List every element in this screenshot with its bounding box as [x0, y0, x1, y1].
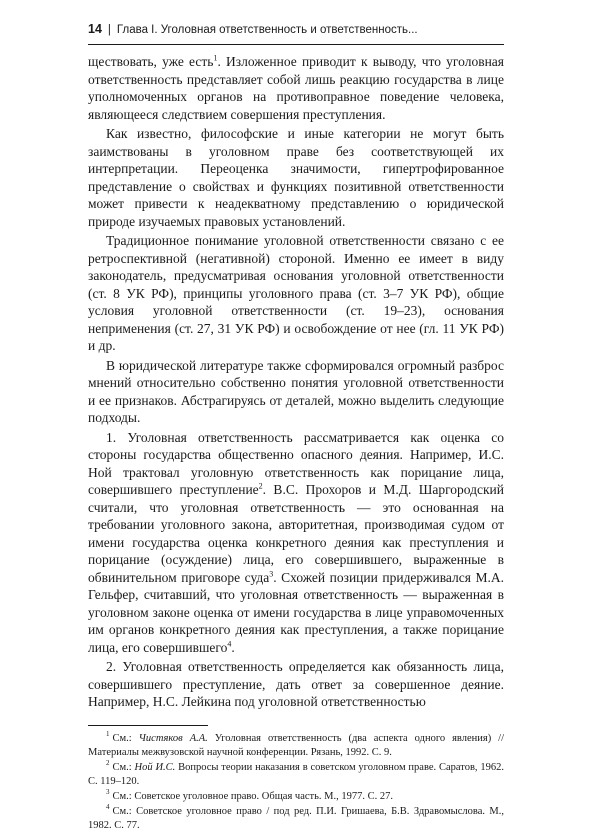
footnotes — [88, 732, 504, 833]
footnote: $^4$ См.: Советское уголовное право / под ред. П.И. Гришаева, Б.В. Здравомыслова. М., 1982. С. 77. — [88, 803, 504, 831]
footnote-ref[interactable]: 4 — [227, 639, 232, 648]
footnote-ref[interactable]: 2 — [258, 481, 263, 491]
paragraph: 1. Уголовная ответственность рассматривается как оценка со стороны государства общественно опасного деяния. Например, И.С. Ной трактовал уголовную ответственность как порицание лица, совершившего преступление$^2$. В.С. Прохоров и М.Д. Шаргородский считали, что уголовная ответственность — это основанная на требовании уголовного закона, авторитетная, производимая судом от имени государства оценка конкретного деяния как преступления и порицание (осуждение) лица, его совершившего, выраженные в обвинительном приговоре суда$^3$. Схожей позиции придерживался М.А. Гельфер, считавший, что уголовная ответственность — выраженная в уголовном законе оценка от имени государства в лице управомоченных им органов конкретного деяния как преступления, а также порицание лица, его совершившего$^4$. — [88, 429, 504, 655]
footnote-ref[interactable]: 3 — [269, 569, 274, 578]
paragraph: Традиционное понимание уголовной ответственности связано с ее ретроспективной (негативной) стороной. Именно ее имеет в виду законодатель, предусматривая основания уголовной ответственности (ст. 8 УК РФ), принципы уголовного права (ст. 3–7 УК РФ), общие условия уголовной ответственности (ст. 19–23), основания неприменения (ст. 27, 31 УК РФ) и освобождение от нее (гл. 11 УК РФ) и др. — [88, 233, 504, 353]
main-text — [88, 53, 504, 711]
book-page — [88, 22, 504, 834]
footnote-number: 1 — [106, 730, 110, 738]
footnote-rule — [88, 725, 208, 726]
footnote-ref[interactable]: 1 — [213, 53, 218, 63]
footnote-author: Ной И.С. — [134, 761, 176, 773]
page-number: 14 — [88, 22, 102, 36]
footnote: $^2$ См.: Ной И.С. Вопросы теории наказания в советском уголовном праве. Саратов, 1962. С. 119–120. — [88, 759, 504, 787]
paragraph: ществовать, уже есть$^1$. Изложенное приводит к выводу, что уголовная ответственность представляет собой лишь реакцию государства в лице уполномоченных органов на противоправное поведение человека, являющееся следствием совершения преступления. — [88, 53, 504, 122]
paragraph: В юридической литературе также сформировался огромный разброс мнений относительно собственно понятия уголовной ответственности и ее признаков. Абстрагируясь от деталей, можно выделить следующие подходы. — [88, 357, 504, 425]
footnote-number: 4 — [106, 803, 110, 811]
footnote-number: 3 — [106, 788, 110, 796]
header-rule — [88, 44, 504, 45]
header-separator: | — [107, 24, 111, 36]
footnote-number: 2 — [106, 759, 110, 767]
footnote-author: Чистяков А.А. — [138, 732, 208, 744]
paragraph: Как известно, философские и иные категории не могут быть заимствованы в уголовном праве без соответствующей их интерпретации. Переоценка значимости, гипертрофированное представление о свойствах и функциях позитивной ответственности может привести к неадекватному представлению о юридической природе изучаемых правовых установлений. — [88, 126, 504, 229]
running-header — [88, 22, 504, 42]
chapter-title: Глава I. Уголовная ответственность и ответственность... — [116, 24, 418, 36]
footnote: $^3$ См.: Советское уголовное право. Общая часть. М., 1977. С. 27. — [106, 788, 393, 802]
footnote: $^1$ См.: Чистяков А.А. Уголовная ответственность (два аспекта одного явления) // Материалы межвузовской научной конференции. Рязань, 1992. С. 9. — [88, 730, 505, 758]
paragraph: 2. Уголовная ответственность определяется как обязанность лица, совершившего преступление, дать ответ за совершенное деяние. Например, Н.С. Лейкина под уголовной ответственностью — [88, 659, 504, 709]
